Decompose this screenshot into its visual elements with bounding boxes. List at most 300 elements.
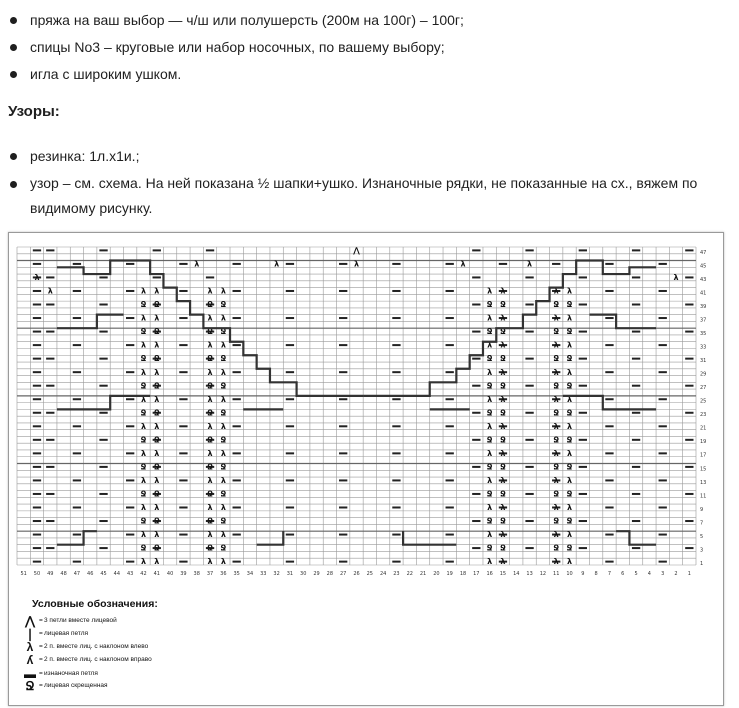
column-number: 37 [206,571,214,577]
stitch-symbol: Ջ [500,435,506,445]
stitch-symbol: λ [207,448,213,458]
purl-stitch-mark [685,520,693,522]
purl-stitch-mark [605,371,613,373]
purl-stitch-mark [632,547,640,549]
purl-stitch-mark [659,452,667,454]
stitch-symbol: Ջ [566,300,573,310]
purl-stitch-mark [632,276,640,278]
column-number: 41 [153,571,160,577]
purl-stitch-mark [446,506,454,508]
purl-stitch-mark [446,344,454,346]
purl-stitch-mark [33,317,41,319]
k2tog-right-icon: ʎ [26,653,34,667]
column-number: 23 [393,571,400,577]
column-number: 47 [73,571,81,577]
purl-stitch-mark [632,331,640,333]
stitch-symbol: λ [500,503,506,513]
purl-stitch-mark [233,561,241,563]
stitch-symbol: λ [140,503,147,513]
stitch-symbol: Ջ [486,516,493,526]
purl-stitch-mark [632,439,640,441]
stitch-symbol: Ջ [500,327,506,337]
purl-stitch-mark [472,493,480,495]
stitch-symbol: Ջ [207,516,213,526]
stitch-symbol: λ [566,448,573,458]
purl-stitch-mark [33,385,41,387]
purl-stitch-mark [579,520,587,522]
stitch-symbol: Ջ [153,435,160,445]
purl-stitch-mark [99,466,107,468]
stitch-symbol: λ [500,340,506,350]
stitch-symbol: λ [673,273,679,283]
stitch-symbol: λ [487,340,493,350]
stitch-symbol: λ [500,313,506,323]
legend-text: 3 петли вместе лицевой [44,617,117,624]
row-number: 17 [700,452,707,459]
purl-stitch-mark [472,385,480,387]
purl-stitch-mark [472,276,480,278]
stitch-symbol: Ջ [153,462,160,472]
row-number: 11 [700,493,707,500]
purl-stitch-mark [33,534,41,536]
stitch-symbol: λ [487,476,493,486]
column-number: 16 [486,571,493,577]
purl-stitch-mark [472,304,480,306]
stitch-symbol: λ [500,394,506,404]
stitch-symbol: Ջ [553,516,560,526]
purl-stitch-mark [233,398,241,400]
purl-stitch-mark [605,452,613,454]
purl-stitch-mark [605,534,613,536]
stitch-symbol: λ [220,313,226,323]
purl-stitch-mark [392,317,400,319]
stitch-symbol: λ [207,313,213,323]
column-number: 25 [366,571,374,577]
stitch-symbol: λ [140,394,147,404]
purl-stitch-mark [552,263,560,265]
purl-stitch-mark [632,466,640,468]
purl-stitch-mark [33,425,41,427]
stitch-symbol: λ [487,530,493,540]
stitch-symbol: Ջ [153,381,160,391]
purl-stitch-mark [73,506,81,508]
stitch-symbol: Ջ [207,462,213,472]
stitch-symbol: Ջ [553,543,560,553]
stitch-symbol: λ [220,421,226,431]
column-number: 36 [220,571,227,577]
purl-stitch-mark [99,439,107,441]
purl-stitch-mark [446,317,454,319]
purl-stitch-mark [685,331,693,333]
stitch-symbol: Ջ [566,435,573,445]
purl-stitch-mark [233,425,241,427]
purl-stitch-mark [233,317,241,319]
purl-stitch-mark [73,371,81,373]
purl-stitch-mark [99,412,107,414]
purl-stitch-mark [46,412,54,414]
column-number: 9 [581,571,585,577]
legend-text: 2 п. вместе лиц. с наклоном вправо [44,656,152,663]
purl-stitch-mark [286,561,294,563]
stitch-symbol: λ [566,367,573,377]
stitch-symbol: λ [140,448,147,458]
purl-stitch-mark [46,547,54,549]
purl-stitch-mark [525,249,533,251]
stitch-symbol: λ [34,273,40,283]
purl-stitch-mark [179,371,187,373]
row-number: 13 [700,479,707,486]
purl-stitch-mark [126,263,134,265]
row-number: 31 [700,358,707,365]
column-number: 8 [594,571,598,577]
stitch-symbol: λ [47,286,53,296]
purl-stitch-mark [392,344,400,346]
stitch-symbol: λ [207,340,213,350]
purl-stitch-mark [179,398,187,400]
purl-stitch-mark [392,534,400,536]
stitch-symbol: λ [140,367,147,377]
column-number: 51 [20,571,27,577]
purl-stitch-mark [605,561,613,563]
purl-stitch-mark [46,466,54,468]
legend-equals: = [39,643,43,650]
purl-stitch-mark [525,439,533,441]
purl-stitch-mark [392,561,400,563]
purl-stitch-mark [73,534,81,536]
purl-stitch-mark [73,263,81,265]
purl-stitch-mark [46,358,54,360]
column-number: 43 [126,571,134,577]
purl-stitch-mark [685,276,693,278]
column-number: 44 [113,571,121,577]
stitch-symbol: λ [207,367,213,377]
stitch-symbol: Ջ [140,300,147,310]
stitch-symbol: λ [207,476,213,486]
purl-stitch-mark [392,452,400,454]
legend-text: изнаночная петля [44,670,98,677]
purl-stitch-mark [286,506,294,508]
pattern-rib: резинка: 1л.х1и.; [30,143,720,169]
purl-stitch-mark [392,371,400,373]
purl-stitch-mark [286,290,294,292]
purl-stitch-mark [392,263,400,265]
purl-stitch-mark [339,344,347,346]
column-number: 30 [300,571,307,577]
column-number: 15 [499,571,507,577]
purl-stitch-mark [33,506,41,508]
purl-stitch-mark [659,425,667,427]
purl-stitch-mark [339,290,347,292]
purl-stitch-mark [99,493,107,495]
purl-stitch-mark [579,249,587,251]
legend-equals: = [39,617,43,624]
purl-stitch-mark [579,358,587,360]
purl-stitch-mark [525,385,533,387]
purl-stitch-mark [286,263,294,265]
stitch-symbol: λ [154,421,160,431]
row-number: 19 [700,439,707,446]
stitch-symbol: λ [566,340,573,350]
stitch-symbol: Ջ [153,327,160,337]
purl-stitch-mark [685,493,693,495]
stitch-symbol: λ [553,448,559,458]
purl-stitch-mark [632,520,640,522]
stitch-symbol: λ [553,530,559,540]
row-number: 27 [700,385,707,392]
row-number: 7 [700,520,704,527]
stitch-symbol: λ [274,259,280,269]
purl-stitch-mark [33,439,41,441]
purl-stitch-mark [605,317,613,319]
purl-stitch-mark [46,439,54,441]
column-number: 50 [33,571,41,577]
legend-title: Условные обозначения: [32,598,158,610]
row-number: 21 [700,425,707,432]
purl-stitch-mark [33,371,41,373]
stitch-symbol: λ [207,557,213,567]
pattern-scheme: узор – см. схема. На ней показана ½ шапки+ушко. Изнаночные рядки, не показанные на сх., вяжем по видимому рисунку. [30,171,720,221]
stitch-symbol: λ [220,448,226,458]
purl-stitch-mark [499,263,507,265]
purl-stitch-mark [33,358,41,360]
purl-stitch-mark [73,290,81,292]
stitch-symbol: Ջ [140,489,147,499]
stitch-symbol: Ջ [486,489,493,499]
purl-stitch-mark [685,466,693,468]
stitch-symbol: λ [207,530,213,540]
purl-stitch-mark [99,249,107,251]
column-number: 24 [379,571,387,577]
column-number: 32 [273,571,280,577]
column-number: 22 [406,571,413,577]
stitch-symbol: λ [487,286,493,296]
knit-stitch-icon: ❘ [24,627,36,641]
stitch-symbol: Ջ [500,354,506,364]
stitch-symbol: λ [487,503,493,513]
purl-stitch-mark [33,452,41,454]
stitch-symbol: Ջ [207,408,213,418]
stitch-symbol: λ [220,503,226,513]
stitch-symbol: λ [553,421,559,431]
stitch-symbol: Ջ [207,435,213,445]
purl-stitch-mark [126,371,134,373]
purl-stitch-mark [446,534,454,536]
purl-stitch-mark [286,425,294,427]
stitch-symbol: Ջ [486,354,493,364]
stitch-symbol: λ [566,557,573,567]
row-number: 15 [700,466,707,473]
stitch-symbol: Ջ [153,543,160,553]
stitch-symbol: Ջ [220,462,227,472]
purl-stitch-mark [605,425,613,427]
column-number: 35 [233,571,240,577]
purl-stitch-mark [33,547,41,549]
purl-stitch-mark [153,276,161,278]
stitch-symbol: Ջ [566,543,573,553]
purl-stitch-mark [286,479,294,481]
column-number: 46 [87,571,94,577]
purl-stitch-mark [233,534,241,536]
stitch-symbol: Ջ [486,462,493,472]
purl-stitch-mark [525,466,533,468]
purl-stitch-mark [659,398,667,400]
purl-stitch-mark [525,276,533,278]
column-number: 29 [313,571,320,577]
stitch-symbol: λ [207,394,213,404]
column-number: 38 [193,571,200,577]
purl-stitch-mark [659,534,667,536]
purl-stitch-mark [446,425,454,427]
purl-stitch-mark [179,479,187,481]
stitch-symbol: λ [140,530,147,540]
purl-stitch-mark [126,452,134,454]
purl-stitch-mark [339,317,347,319]
stitch-symbol: Ջ [153,354,160,364]
stitch-symbol: Ջ [553,462,560,472]
purl-stitch-mark [579,331,587,333]
stitch-symbol: λ [140,340,147,350]
stitch-symbol: Ջ [140,543,147,553]
stitch-symbol: λ [220,286,226,296]
purl-stitch-mark [685,439,693,441]
purl-stitch-mark [605,398,613,400]
stitch-symbol: λ [220,530,226,540]
purl-stitch-mark [286,534,294,536]
column-number: 2 [674,571,678,577]
purl-stitch-mark [179,452,187,454]
purl-stitch-mark [339,452,347,454]
stitch-symbol: Ջ [553,327,560,337]
purl-stitch-mark [179,344,187,346]
column-number: 7 [607,571,612,577]
purl-stitch-mark [233,263,241,265]
purl-stitch-mark [33,520,41,522]
purl-stitch-mark [73,561,81,563]
stitch-symbol: Ջ [153,300,160,310]
purl-stitch-mark [392,398,400,400]
column-number: 5 [634,571,638,577]
column-number: 27 [339,571,347,577]
row-number: 33 [700,344,707,351]
purl-stitch-mark [339,425,347,427]
stitch-symbol: λ [566,286,573,296]
material-needle-eye: игла с широким ушком. [30,61,720,87]
row-number: 23 [700,412,707,419]
purl-stitch-mark [179,425,187,427]
chart-grid [17,246,706,577]
purl-stitch-mark [685,547,693,549]
stitch-symbol: λ [487,421,493,431]
stitch-symbol: Ջ [207,381,213,391]
stitch-symbol: Ջ [220,354,227,364]
stitch-symbol: λ [140,286,147,296]
stitch-symbol: Ջ [220,543,227,553]
stitch-symbol: λ [140,476,147,486]
k2tog-left-icon: λ [26,640,34,654]
column-number: 3 [661,571,665,577]
column-number: 13 [526,571,533,577]
purl-stitch-mark [179,317,187,319]
stitch-symbol: Ջ [207,543,213,553]
column-number: 39 [180,571,187,577]
purl-stitch-mark [46,331,54,333]
column-number: 17 [473,571,480,577]
purl-stitch-mark [33,479,41,481]
stitch-symbol: λ [500,530,506,540]
stitch-symbol: λ [220,394,226,404]
stitch-symbol: λ [154,476,160,486]
purl-stitch-mark [99,276,107,278]
purl-stitch-mark [339,506,347,508]
purl-stitch-mark [339,534,347,536]
stitch-symbol: Ջ [566,462,573,472]
purl-stitch-mark [339,561,347,563]
row-number: 29 [700,371,707,378]
purl-stitch-mark [579,304,587,306]
purl-stitch-mark [73,317,81,319]
stitch-symbol: Ջ [486,381,493,391]
purl-stitch-mark [579,439,587,441]
stitch-symbol: Ջ [566,381,573,391]
purl-stitch-mark [46,304,54,306]
purl-stitch-mark [605,344,613,346]
purl-stitch-mark [685,249,693,251]
legend-equals: = [39,656,43,663]
purl-stitch-mark [73,398,81,400]
row-number: 41 [700,290,707,297]
stitch-symbol: Ջ [140,462,147,472]
purl-stitch-mark [179,290,187,292]
purl-stitch-mark [392,425,400,427]
stitch-symbol: Ջ [220,435,227,445]
purl-stitch-mark [659,263,667,265]
stitch-symbol: Ջ [486,408,493,418]
stitch-symbol: Ջ [486,300,493,310]
knitting-chart-image [8,232,724,706]
purl-stitch-mark [126,506,134,508]
purl-stitch-mark [579,466,587,468]
purl-stitch-mark [472,412,480,414]
material-needles: спицы No3 – круговые или набор носочных, по вашему выбору; [30,34,720,60]
purl-stitch-mark [99,331,107,333]
purl-stitch-mark [33,249,41,251]
stitch-symbol: λ [553,394,559,404]
purl-stitch-mark [206,276,214,278]
purl-stitch-mark [126,561,134,563]
stitch-symbol: Ջ [500,489,506,499]
stitch-symbol: Ջ [207,327,213,337]
column-number: 12 [539,571,547,577]
purl-stitch-mark [126,317,134,319]
stitch-symbol: Ջ [553,300,560,310]
stitch-symbol: Ջ [566,354,573,364]
stitch-symbol: Ջ [553,354,560,364]
stitch-symbol: Ջ [566,327,573,337]
stitch-symbol: Ջ [207,354,213,364]
purl-stitch-mark [685,358,693,360]
row-number: 5 [700,533,704,540]
stitch-symbol: λ [487,394,493,404]
legend-text: лицевая скрещенная [44,682,108,689]
purl-stitch-mark [525,493,533,495]
purl-stitch-mark [73,344,81,346]
stitch-symbol: Ջ [207,489,213,499]
purl-stitch-mark [286,398,294,400]
stitch-symbol: Ջ [140,408,147,418]
legend-equals: = [39,682,43,689]
purl-stitch-mark [73,479,81,481]
stitch-symbol: Ջ [140,354,147,364]
